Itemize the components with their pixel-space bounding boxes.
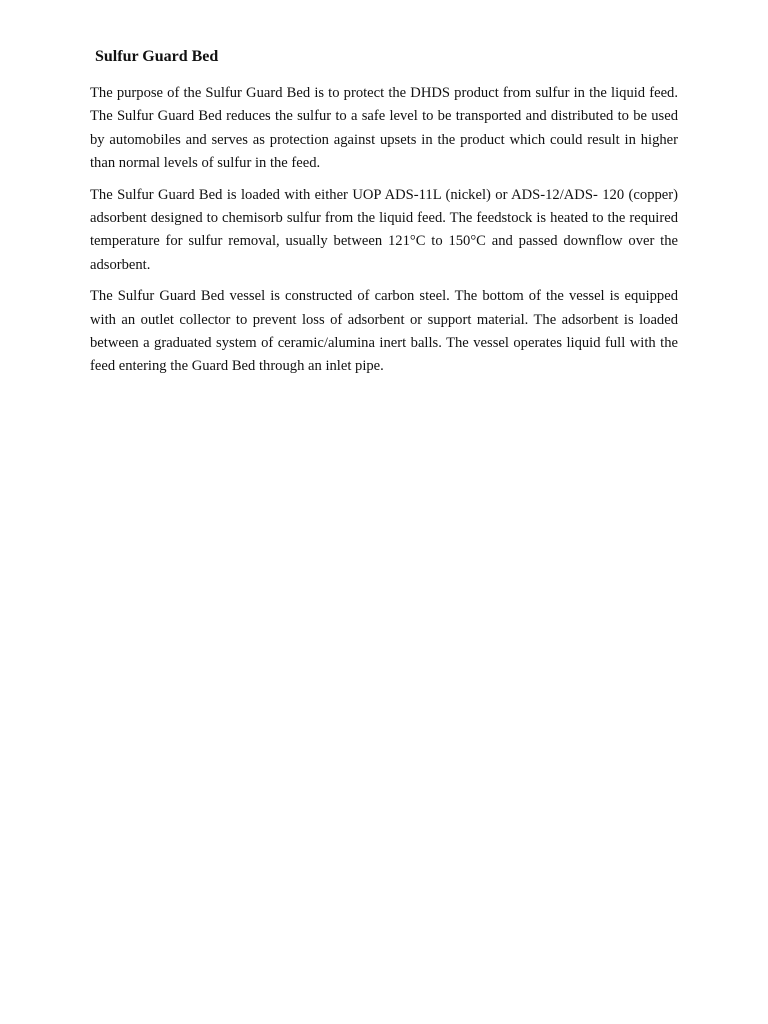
paragraph-adsorbent: The Sulfur Guard Bed is loaded with either UOP ADS-11L (nickel) or ADS-12/ADS- 120 (copper) adsorbent designed to chemisorb sulfur from the liquid feed. The feedstock is heated to the required temperature for sulfur removal, usually between 121°C to 150°C and passed downflow over the adsorbent. [90,186,678,273]
paragraph-vessel: The Sulfur Guard Bed vessel is constructed of carbon steel. The bottom of the vessel is equipped with an outlet collector to prevent loss of adsorbent or support material. The adsorbent is loaded between a graduated system of ceramic/alumina inert balls. The vessel operates liquid full with the feed entering the Guard Bed through an inlet pipe. [90,288,678,375]
paragraph-purpose: The purpose of the Sulfur Guard Bed is to protect the DHDS product from sulfur in the liquid feed. The Sulfur Guard Bed reduces the sulfur to a safe level to be transported and distributed to be used by automobiles and serves as protection against upsets in the product which could result in higher than normal levels of sulfur in the feed. [90,85,678,172]
document-page [90,46,678,379]
document-title: Sulfur Guard Bed [95,48,219,65]
